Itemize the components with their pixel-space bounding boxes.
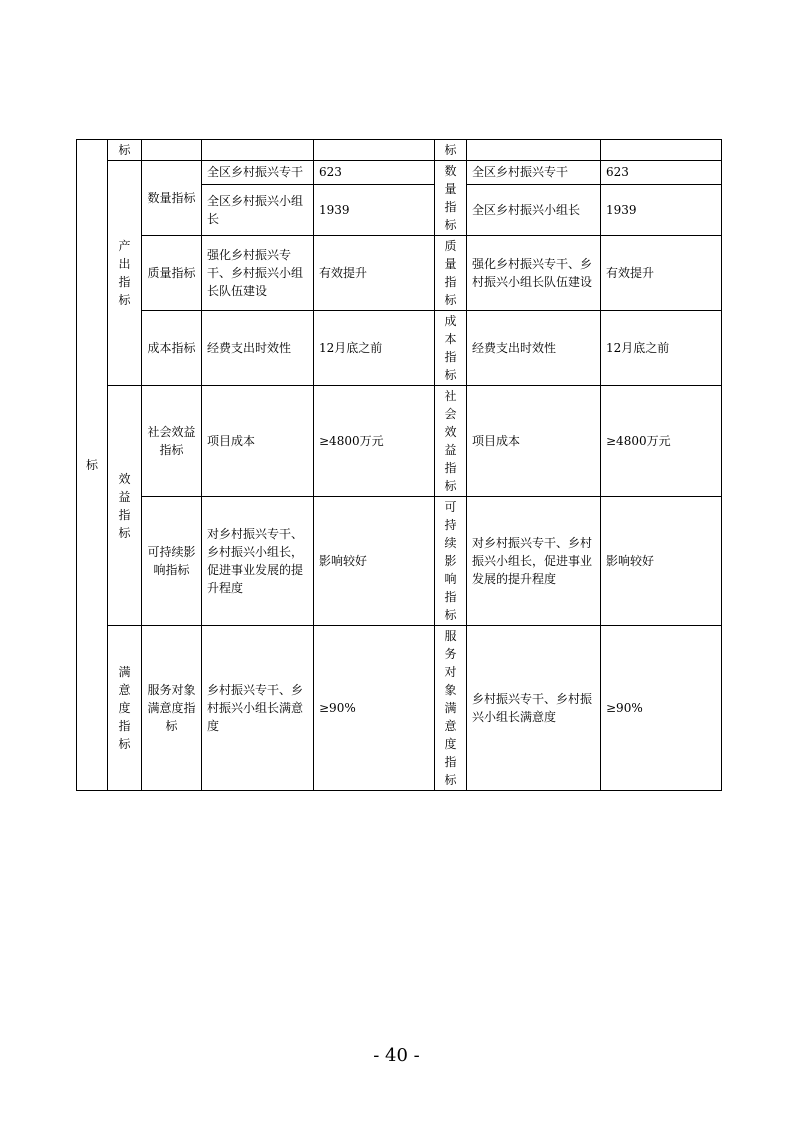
- group-satisfaction-cell: [108, 626, 142, 791]
- quantity-right-name-cell: [435, 161, 467, 236]
- quantity-left-content-1: 全区乡村振兴专干: [202, 161, 314, 185]
- cost-right-name-cell: [435, 311, 467, 386]
- header-cell-level2: [108, 140, 142, 161]
- quality-name: 质量指标: [147, 266, 196, 280]
- header-cell-empty: [142, 140, 202, 161]
- level2-label: 标: [118, 143, 131, 157]
- group-output-cell: [108, 161, 142, 386]
- table-header-row: [77, 140, 722, 161]
- cost-name-cell: [142, 311, 202, 386]
- table-row: [77, 386, 722, 497]
- table-row: [77, 236, 722, 311]
- cost-right-name: 成本指标: [444, 314, 457, 382]
- service-right-name: 服务对象满意度指标: [444, 629, 457, 787]
- quality-right-content: 强化乡村振兴专干、乡村振兴小组长队伍建设: [467, 236, 601, 311]
- sustainable-left-content: 对乡村振兴专干、乡村振兴小组长，促进事业发展的提升程度: [202, 497, 314, 626]
- header-cell-right-level3: [435, 140, 467, 161]
- sustainable-right-name-cell: [435, 497, 467, 626]
- sustainable-name: 可持续影响指标: [147, 545, 196, 577]
- social-left-content: 项目成本: [202, 386, 314, 497]
- social-name: 社会效益指标: [147, 425, 196, 457]
- sustainable-left-value: 影响较好: [314, 497, 435, 626]
- table-row: [77, 311, 722, 386]
- quality-name-cell: [142, 236, 202, 311]
- header-cell-empty: [601, 140, 722, 161]
- sustainable-name-cell: [142, 497, 202, 626]
- social-name-cell: [142, 386, 202, 497]
- social-right-name-cell: [435, 386, 467, 497]
- quantity-right-content-2: 全区乡村振兴小组长: [467, 184, 601, 235]
- group-satisfaction-label: 满意度指标: [118, 665, 131, 751]
- right-level3-label: 标: [444, 143, 457, 157]
- level1-indicator-cell: [77, 140, 108, 791]
- quantity-right-value-1: 623: [601, 161, 722, 185]
- level1-label: 标: [85, 458, 98, 472]
- quantity-left-content-2: 全区乡村振兴小组长: [202, 184, 314, 235]
- service-name: 服务对象满意度指标: [147, 683, 196, 733]
- group-output-label: 产出指标: [118, 239, 131, 307]
- service-right-name-cell: [435, 626, 467, 791]
- social-right-value: ≥4800万元: [601, 386, 722, 497]
- table-row: [77, 497, 722, 626]
- cost-left-content: 经费支出时效性: [202, 311, 314, 386]
- quality-left-content: 强化乡村振兴专干、乡村振兴小组长队伍建设: [202, 236, 314, 311]
- social-right-name: 社会效益指标: [444, 389, 457, 493]
- quantity-left-value-2: 1939: [314, 184, 435, 235]
- header-cell-empty: [314, 140, 435, 161]
- header-cell-empty: [467, 140, 601, 161]
- service-name-cell: [142, 626, 202, 791]
- service-right-content: 乡村振兴专干、乡村振兴小组长满意度: [467, 626, 601, 791]
- cost-left-value: 12月底之前: [314, 311, 435, 386]
- group-benefit-label: 效益指标: [118, 471, 131, 540]
- group-benefit-cell: [108, 386, 142, 626]
- page-number: - 40 -: [373, 1045, 420, 1066]
- quantity-right-name: 数量指标: [444, 164, 457, 232]
- quality-right-name-cell: [435, 236, 467, 311]
- table-row: [77, 626, 722, 791]
- sustainable-right-value: 影响较好: [601, 497, 722, 626]
- cost-name: 成本指标: [147, 341, 196, 355]
- sustainable-right-content: 对乡村振兴专干、乡村振兴小组长，促进事业发展的提升程度: [467, 497, 601, 626]
- cost-right-content: 经费支出时效性: [467, 311, 601, 386]
- service-left-content: 乡村振兴专干、乡村振兴小组长满意度: [202, 626, 314, 791]
- performance-indicator-table-wrapper: [76, 139, 722, 791]
- social-right-content: 项目成本: [467, 386, 601, 497]
- quality-right-value: 有效提升: [601, 236, 722, 311]
- cost-right-value: 12月底之前: [601, 311, 722, 386]
- quantity-right-value-2: 1939: [601, 184, 722, 235]
- quality-left-value: 有效提升: [314, 236, 435, 311]
- header-cell-empty: [202, 140, 314, 161]
- quantity-name-cell: [142, 161, 202, 236]
- quantity-name: 数量指标: [147, 191, 196, 205]
- quality-right-name: 质量指标: [444, 239, 457, 307]
- performance-indicator-table: [76, 139, 722, 791]
- service-left-value: ≥90%: [314, 626, 435, 791]
- service-right-value: ≥90%: [601, 626, 722, 791]
- quantity-left-value-1: 623: [314, 161, 435, 185]
- table-row: [77, 161, 722, 185]
- sustainable-right-name: 可持续影响指标: [444, 500, 457, 622]
- quantity-right-content-1: 全区乡村振兴专干: [467, 161, 601, 185]
- social-left-value: ≥4800万元: [314, 386, 435, 497]
